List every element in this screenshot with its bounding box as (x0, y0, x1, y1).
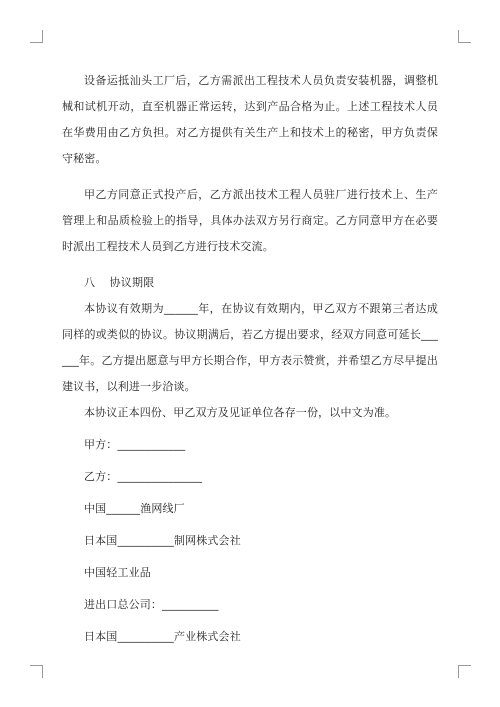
section-title: 协议期限 (109, 276, 155, 289)
crop-mark-bottom-right (458, 665, 471, 678)
party-b-signature: 乙方：_______________ (84, 470, 203, 483)
party-a-signature: 甲方：____________ (84, 438, 186, 451)
crop-mark-top-right (458, 30, 471, 43)
term-paragraph: 本协议有效期为______年，在协议有效期内，甲乙双方不跟第三者达成同样的或类似的协议。协议期满后，若乙方提出要求，经双方同意可延长______年。乙方提出愿意与甲方长期合作，甲方表示赞赏，并希望乙方尽早提出建议书，以利进一步洽谈。 (62, 302, 438, 393)
china-light-industry-line: 中国轻工业品 (84, 566, 151, 579)
section-number: 八 (84, 276, 96, 289)
import-export-signature: 进出口总公司：__________ (84, 598, 219, 611)
crop-mark-bottom-left (30, 665, 43, 678)
technical-guidance-paragraph: 甲乙方同意正式投产后，乙方派出技术工程人员驻厂进行技术上、生产管理上和品质检验上的指导，具体办法双方另行商定。乙方同意甲方在必要时派出工程技术人员到乙方进行技术交流。 (62, 188, 438, 253)
section-heading-term (62, 270, 438, 296)
china-factory-signature: 中国______渔网线厂 (84, 502, 185, 515)
document-body (62, 68, 438, 650)
crop-mark-top-left (30, 30, 43, 43)
copies-statement: 本协议正本四份、甲乙双方及见证单位各存一份，以中文为准。 (84, 406, 397, 419)
japan-industry-signature: 日本国__________产业株式会社 (84, 630, 241, 643)
installation-paragraph: 设备运抵汕头工厂后，乙方需派出工程技术人员负责安装机器，调整机械和试机开动，直至机器正常运转，达到产品合格为止。上述工程技术人员在华费用由乙方负担。对乙方提供有关生产上和技术上的秘密，甲方负责保守秘密。 (62, 74, 438, 165)
japan-company-signature: 日本国__________制网株式会社 (84, 534, 241, 547)
